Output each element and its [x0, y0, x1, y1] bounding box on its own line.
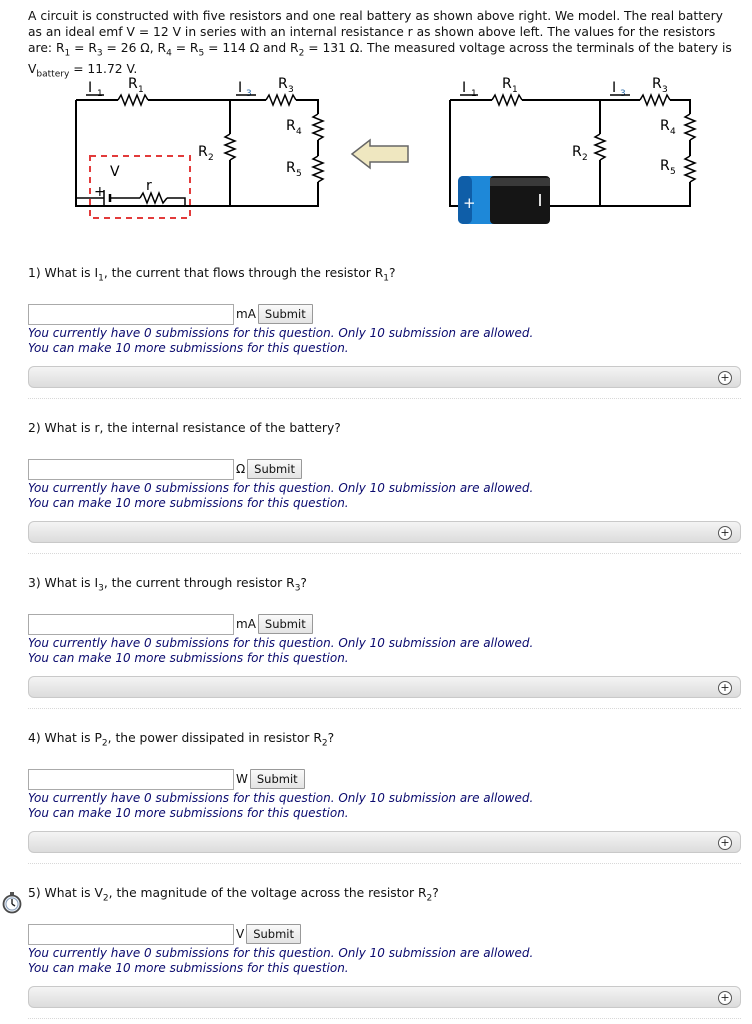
left-label-r4: R: [286, 118, 296, 134]
intro-sub-6: battery: [36, 69, 70, 80]
right-label-r4-sub: 4: [670, 127, 676, 137]
left-label-i3: I: [238, 80, 243, 96]
question-3-answer-row: [28, 613, 313, 635]
left-r4-zigzag: [313, 114, 323, 140]
right-label-r1-sub: 1: [512, 85, 518, 95]
divider-5: [28, 1018, 741, 1019]
left-label-r3-sub: 3: [288, 85, 294, 95]
intro-text-2: = R: [70, 41, 97, 55]
question-1-text-b: , the current that flows through the resistor R: [103, 266, 384, 280]
left-label-i3-sub: 3: [246, 89, 252, 99]
question-2-answer-input[interactable]: [28, 459, 234, 480]
left-r5-zigzag: [313, 156, 323, 182]
left-label-r: r: [146, 178, 152, 194]
left-r1-zigzag: [118, 95, 148, 105]
question-1-submit-button[interactable]: Submit: [258, 304, 313, 324]
left-r-internal-zigzag: [140, 193, 167, 203]
question-3-submissions-remaining: You can make 10 more submissions for this question.: [28, 651, 349, 665]
question-4-unit: W: [236, 772, 248, 786]
right-label-r3-sub: 3: [662, 85, 668, 95]
question-2-submissions-remaining: You can make 10 more submissions for this question.: [28, 496, 349, 510]
left-label-r2-sub: 2: [208, 153, 214, 163]
question-3-expand-icon[interactable]: +: [718, 681, 732, 695]
left-label-r1: R: [128, 76, 138, 92]
right-label-i1: I: [462, 80, 467, 96]
question-5-text-a: 5) What is V: [28, 886, 103, 900]
question-4-text: [28, 731, 334, 748]
question-4-submissions-info: You currently have 0 submissions for this question. Only 10 submission are allowed.: [28, 791, 534, 805]
right-label-r2: R: [572, 144, 582, 160]
intro-text-4: = R: [171, 41, 199, 55]
right-label-r4: R: [660, 118, 670, 134]
left-arrow-icon: [352, 140, 408, 168]
intro-text-3: = 26 Ω, R: [102, 41, 167, 55]
question-4-expand-icon[interactable]: +: [718, 836, 732, 850]
question-3-answer-input[interactable]: [28, 614, 234, 635]
question-5-answer-input[interactable]: [28, 924, 234, 945]
question-4-submit-button[interactable]: Submit: [250, 769, 305, 789]
question-4-hint-bar[interactable]: [28, 831, 741, 853]
right-r5-zigzag: [685, 156, 695, 182]
intro-sub-2: 3: [96, 48, 103, 59]
right-label-i3-sub: 3: [620, 89, 626, 99]
question-2-unit: Ω: [236, 462, 246, 476]
left-label-r5: R: [286, 160, 296, 176]
question-4-submissions-remaining: You can make 10 more submissions for this question.: [28, 806, 349, 820]
question-5-text-b: , the magnitude of the voltage across the resistor R: [108, 886, 427, 900]
question-2-hint-bar[interactable]: [28, 521, 741, 543]
right-label-r3: R: [652, 76, 662, 92]
question-4-sub-b: 2: [321, 738, 328, 749]
question-3-unit: mA: [236, 617, 256, 631]
question-1-submissions-info: You currently have 0 submissions for this question. Only 10 submission are allowed.: [28, 326, 534, 340]
divider-4: [28, 863, 741, 864]
question-1-unit: mA: [236, 307, 256, 321]
question-3-sub-b: 3: [294, 583, 301, 594]
left-r3-zigzag: [266, 95, 296, 105]
divider-2: [28, 553, 741, 554]
question-4-answer-row: [28, 768, 305, 790]
question-5-sub-b: 2: [426, 893, 433, 904]
left-label-i1: I: [88, 80, 93, 96]
question-1-hint-bar[interactable]: [28, 366, 741, 388]
question-4-answer-input[interactable]: [28, 769, 234, 790]
question-1-submissions-remaining: You can make 10 more submissions for this question.: [28, 341, 349, 355]
intro-text-1: A circuit is constructed with five resistors and one real battery as shown above right. We model. The real battery as an ideal emf V = 12 V in series with an internal resistance r as shown above left. The values for the resistors are: R: [28, 9, 723, 55]
divider-3: [28, 708, 741, 709]
stopwatch-icon: [2, 892, 22, 914]
question-5-submissions-info: You currently have 0 submissions for this question. Only 10 submission are allowed.: [28, 946, 534, 960]
circuit-diagram: [0, 66, 752, 236]
divider-1: [28, 398, 741, 399]
question-1-expand-icon[interactable]: +: [718, 371, 732, 385]
right-label-i3: I: [612, 80, 617, 96]
question-1-sub-b: 1: [383, 273, 390, 284]
question-2-expand-icon[interactable]: +: [718, 526, 732, 540]
question-2-text: [28, 421, 341, 435]
question-3-text-b: , the current through resistor R: [103, 576, 295, 590]
question-3-hint-bar[interactable]: [28, 676, 741, 698]
left-label-i1-sub: 1: [97, 89, 103, 99]
question-1-text: [28, 266, 396, 283]
right-label-r5-sub: 5: [670, 167, 676, 177]
right-r2-zigzag: [595, 134, 605, 160]
intro-text-7: = 11.72 V.: [69, 62, 138, 77]
question-5-submit-button[interactable]: Submit: [246, 924, 301, 944]
right-r1-zigzag: [492, 95, 522, 105]
right-label-r5: R: [660, 158, 670, 174]
question-5-text: [28, 886, 439, 903]
question-2-submissions-info: You currently have 0 submissions for this question. Only 10 submission are allowed.: [28, 481, 534, 495]
intro-sub-4: 5: [198, 48, 205, 59]
left-label-r3: R: [278, 76, 288, 92]
intro-text-5: = 114 Ω and R: [204, 41, 299, 55]
left-label-plus: +: [94, 184, 106, 200]
question-3-text-c: ?: [300, 576, 307, 590]
question-4-text-b: , the power dissipated in resistor R: [107, 731, 322, 745]
intro-sub-3: 4: [166, 48, 172, 59]
question-2-answer-row: [28, 458, 302, 480]
question-5-text-c: ?: [432, 886, 439, 900]
question-1-text-c: ?: [389, 266, 396, 280]
question-3-submit-button[interactable]: Submit: [258, 614, 313, 634]
right-r4-zigzag: [685, 114, 695, 140]
question-1-answer-input[interactable]: [28, 304, 234, 325]
intro-sub-1: 1: [64, 48, 71, 59]
left-r2-zigzag: [225, 134, 235, 160]
question-5-unit: V: [236, 927, 245, 941]
question-5-hint-bar[interactable]: [28, 986, 741, 1008]
left-label-r1-sub: 1: [138, 85, 144, 95]
question-1-text-a: 1) What is I: [28, 266, 99, 280]
left-label-r4-sub: 4: [296, 127, 302, 137]
right-label-i1-sub: 1: [471, 89, 477, 99]
right-label-plus: +: [463, 194, 476, 212]
question-3-text: [28, 576, 307, 593]
question-3-submissions-info: You currently have 0 submissions for this question. Only 10 submission are allowed.: [28, 636, 534, 650]
question-2-submit-button[interactable]: Submit: [247, 459, 302, 479]
question-4-sub-a: 2: [101, 738, 108, 749]
right-label-r1: R: [502, 76, 512, 92]
right-r3-zigzag: [640, 95, 670, 105]
question-5-sub-a: 2: [102, 893, 109, 904]
question-4-text-a: 4) What is P: [28, 731, 102, 745]
question-3-text-a: 3) What is I: [28, 576, 99, 590]
question-4-text-c: ?: [327, 731, 335, 745]
question-5-expand-icon[interactable]: +: [718, 991, 732, 1005]
question-1-answer-row: [28, 303, 313, 325]
question-2-text-a: 2) What is r, the internal resistance of the battery?: [28, 421, 341, 435]
right-label-r2-sub: 2: [582, 153, 588, 163]
left-label-r5-sub: 5: [296, 169, 302, 179]
question-3-sub-a: 3: [98, 583, 104, 594]
question-5-answer-row: [28, 923, 301, 945]
left-label-r2: R: [198, 144, 208, 160]
question-1-sub-a: 1: [98, 273, 104, 284]
intro-sub-5: 2: [298, 48, 305, 59]
question-5-submissions-remaining: You can make 10 more submissions for this question.: [28, 961, 349, 975]
left-label-v: V: [110, 164, 120, 180]
intro-text-6: = 131 Ω. The measured voltage across the terminals of the batery is V: [28, 41, 732, 77]
